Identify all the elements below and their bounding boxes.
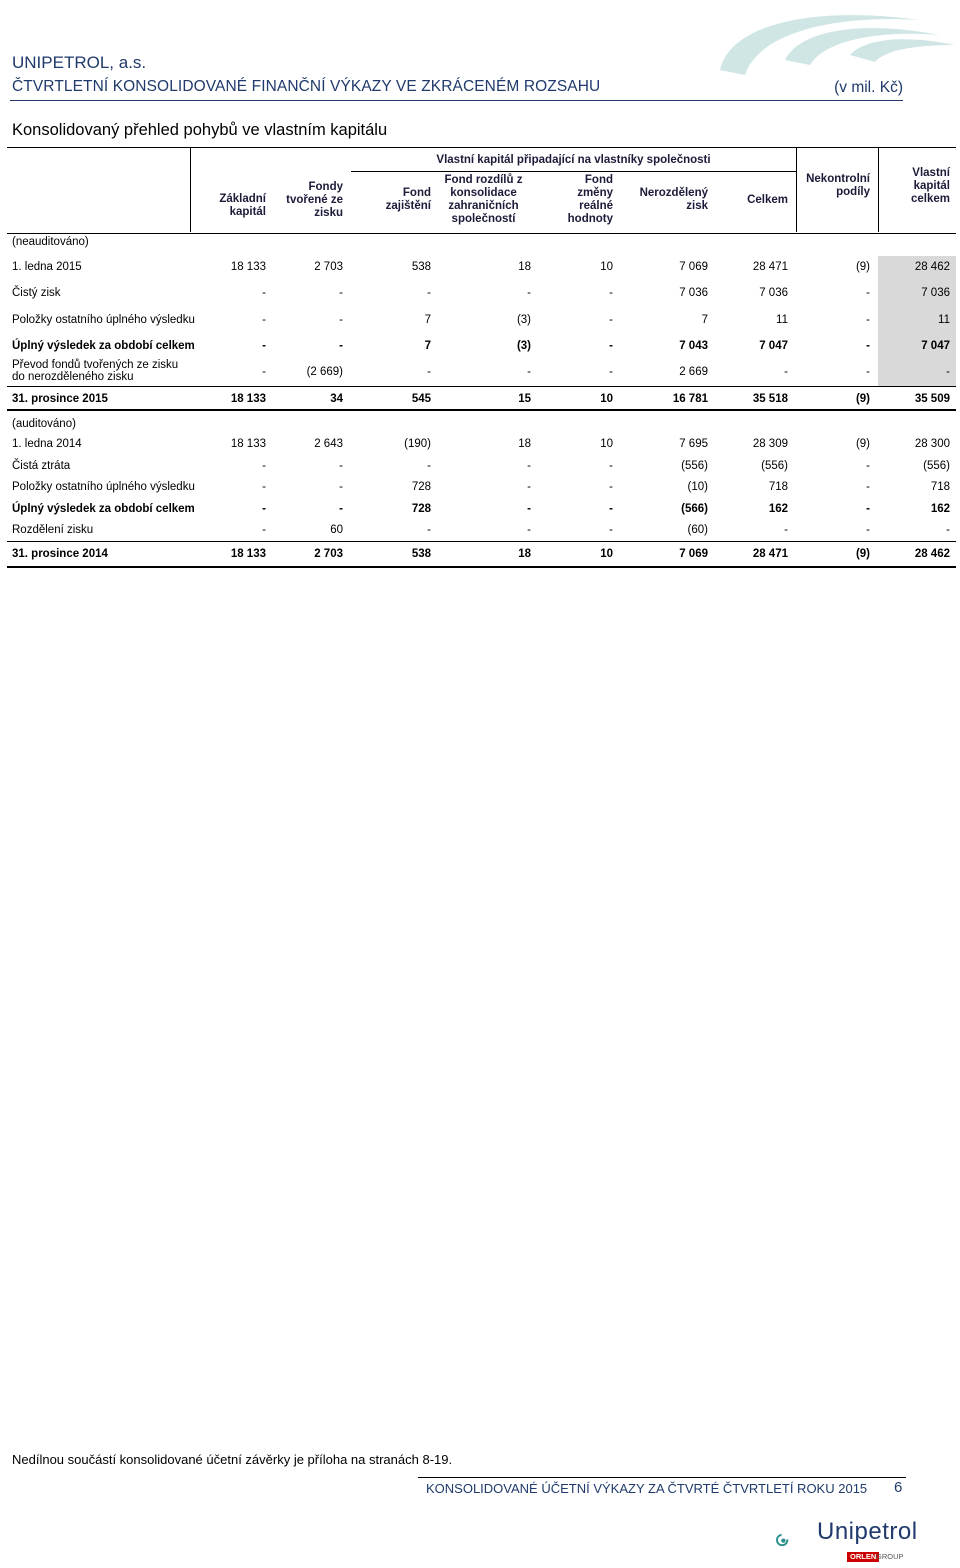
table-cell: 18 xyxy=(518,438,531,450)
column-header-line: reálné xyxy=(579,200,613,212)
column-header-line: změny xyxy=(577,187,613,199)
table-cell: 545 xyxy=(411,393,431,405)
table-cell: - xyxy=(527,481,531,493)
table-row xyxy=(0,481,960,497)
table-cell: 538 xyxy=(411,261,431,273)
table-cell: 28 309 xyxy=(752,438,788,450)
table-cell: - xyxy=(339,287,343,299)
row-label: Položky ostatního úplného výsledku xyxy=(12,481,195,493)
column-header xyxy=(196,193,266,219)
row-label: 1. ledna 2015 xyxy=(12,261,82,273)
table-cell: - xyxy=(866,524,870,536)
column-header-line: Fondy xyxy=(308,180,343,193)
table-cell: (9) xyxy=(855,548,870,560)
row-label: Položky ostatního úplného výsledku xyxy=(12,314,195,326)
table-rule xyxy=(7,541,956,542)
table-row xyxy=(0,524,960,540)
table-cell: - xyxy=(866,340,870,352)
table-cell: 18 xyxy=(518,548,531,560)
table-cell: 7 xyxy=(424,314,431,326)
table-cell: 7 069 xyxy=(679,261,708,273)
table-cell: 7 043 xyxy=(679,340,708,352)
row-label: Úplný výsledek za období celkem xyxy=(12,503,195,515)
table-row xyxy=(0,314,960,330)
row-label: 1. ledna 2014 xyxy=(12,438,82,450)
table-cell: 28 462 xyxy=(914,261,950,273)
table-row xyxy=(0,548,960,564)
logo-text: Unipetrol xyxy=(817,1518,918,1545)
audited-label: (auditováno) xyxy=(12,418,76,430)
table-cell: (9) xyxy=(855,261,870,273)
column-header xyxy=(356,187,431,213)
unit-label: (v mil. Kč) xyxy=(834,79,903,96)
row-label: 31. prosince 2015 xyxy=(12,393,108,405)
row-label: Čistý zisk xyxy=(12,287,61,299)
table-cell: (556) xyxy=(681,460,708,472)
table-cell: 7 047 xyxy=(921,340,950,352)
table-cell: - xyxy=(339,481,343,493)
table-cell: - xyxy=(262,366,266,378)
column-header xyxy=(436,174,531,226)
table-cell: 7 069 xyxy=(679,548,708,560)
table-cell: 2 703 xyxy=(314,548,343,560)
table-cell: 7 036 xyxy=(679,287,708,299)
column-header-line: tvořené ze xyxy=(286,193,343,206)
table-cell: - xyxy=(527,460,531,472)
table-cell: 7 047 xyxy=(759,340,788,352)
table-rule xyxy=(7,409,956,411)
table-cell: 18 133 xyxy=(230,261,266,273)
column-header-line: Fond xyxy=(584,174,613,186)
table-cell: (3) xyxy=(516,340,531,352)
table-cell: - xyxy=(609,314,613,326)
table-cell: 28 471 xyxy=(752,548,788,560)
table-cell: 718 xyxy=(768,481,788,493)
column-header xyxy=(796,173,870,199)
table-cell: 728 xyxy=(411,481,431,493)
table-cell: 18 xyxy=(518,261,531,273)
column-header-line: hodnoty xyxy=(567,213,613,225)
table-cell: 2 669 xyxy=(679,366,708,378)
table-cell: 28 462 xyxy=(914,548,950,560)
table-cell: 7 036 xyxy=(759,287,788,299)
table-cell: - xyxy=(262,524,266,536)
column-header-line: Nekontrolní xyxy=(806,173,870,185)
orlen-badge: ORLEN xyxy=(847,1552,879,1562)
company-name: UNIPETROL, a.s. xyxy=(12,53,147,72)
table-row xyxy=(0,340,960,356)
column-header xyxy=(880,167,950,206)
table-cell: - xyxy=(866,314,870,326)
table-cell: 34 xyxy=(330,393,343,405)
table-row xyxy=(0,438,960,454)
table-cell: 162 xyxy=(930,503,950,515)
table-cell: 35 509 xyxy=(914,393,950,405)
table-cell: - xyxy=(609,503,613,515)
table-cell: - xyxy=(339,460,343,472)
table-cell: 162 xyxy=(768,503,788,515)
table-cell: 28 471 xyxy=(752,261,788,273)
table-cell: - xyxy=(527,366,531,378)
table-cell: 60 xyxy=(330,524,343,536)
table-cell: - xyxy=(262,503,266,515)
column-header xyxy=(716,194,788,207)
column-header-line: zisk xyxy=(686,200,708,212)
table-cell: - xyxy=(427,287,431,299)
table-cell: (9) xyxy=(855,438,870,450)
table-cell: - xyxy=(866,481,870,493)
column-header-line: Vlastní xyxy=(912,166,950,179)
table-cell: - xyxy=(609,524,613,536)
table-cell: 11 xyxy=(938,314,950,326)
column-header xyxy=(278,181,343,220)
footer-rule xyxy=(418,1477,906,1478)
table-cell: - xyxy=(946,366,950,378)
table-cell: (190) xyxy=(404,438,431,450)
table-cell: (9) xyxy=(855,393,870,405)
table-cell: 10 xyxy=(600,261,613,273)
column-header-line: zajištění xyxy=(385,200,431,212)
table-cell: - xyxy=(609,366,613,378)
column-header-line: konsolidace xyxy=(450,187,517,199)
table-cell: 2 643 xyxy=(314,438,343,450)
unaudited-label: (neauditováno) xyxy=(12,236,89,248)
table-rule xyxy=(7,566,956,568)
table-cell: (556) xyxy=(761,460,788,472)
header-separator xyxy=(190,148,191,232)
table-cell: - xyxy=(609,460,613,472)
table-cell: 7 xyxy=(424,340,431,352)
table-cell: 35 518 xyxy=(752,393,788,405)
table-cell: 10 xyxy=(600,438,613,450)
table-row xyxy=(0,460,960,476)
column-header-line: společností xyxy=(451,213,516,225)
group-label: GROUP xyxy=(876,1552,904,1561)
group-header: Vlastní kapitál připadající na vlastníky společnosti xyxy=(436,154,711,166)
table-cell: - xyxy=(427,524,431,536)
table-cell: 10 xyxy=(600,393,613,405)
column-header-line: zahraničních xyxy=(448,200,519,212)
column-header xyxy=(620,187,708,213)
header-separator xyxy=(878,148,879,232)
table-row xyxy=(0,261,960,277)
column-header-line: kapitál xyxy=(913,179,950,192)
table-cell: (2 669) xyxy=(306,366,343,378)
table-row xyxy=(0,287,960,303)
table-cell: - xyxy=(527,524,531,536)
table-cell: 28 300 xyxy=(914,438,950,450)
row-label: Rozdělení zisku xyxy=(12,524,94,536)
table-cell: 18 133 xyxy=(230,548,266,560)
table-cell: 10 xyxy=(600,548,613,560)
table-cell: 15 xyxy=(518,393,531,405)
table-cell: - xyxy=(262,314,266,326)
table-cell: 18 133 xyxy=(230,393,266,405)
table-cell: - xyxy=(427,460,431,472)
table-cell: - xyxy=(609,340,613,352)
table-row xyxy=(0,393,960,409)
table-cell: - xyxy=(946,524,950,536)
table-cell: - xyxy=(339,340,343,352)
row-label: Úplný výsledek za období celkem xyxy=(12,340,195,352)
table-row xyxy=(0,359,960,383)
table-rule xyxy=(7,386,956,387)
table-cell: - xyxy=(866,503,870,515)
table-cell: 718 xyxy=(930,481,950,493)
table-cell: (10) xyxy=(687,481,708,493)
table-cell: - xyxy=(527,287,531,299)
table-cell: 2 703 xyxy=(314,261,343,273)
section-title: Konsolidovaný přehled pohybů ve vlastním kapitálu xyxy=(12,121,388,139)
table-cell: - xyxy=(866,366,870,378)
table-cell: (3) xyxy=(516,314,531,326)
table-cell: - xyxy=(339,314,343,326)
row-label: 31. prosince 2014 xyxy=(12,548,108,560)
table-cell: 538 xyxy=(411,548,431,560)
column-header xyxy=(540,174,613,226)
table-cell: 16 781 xyxy=(672,393,708,405)
column-header-line: Základní xyxy=(219,193,266,205)
table-cell: 728 xyxy=(411,503,431,515)
table-cell: - xyxy=(609,287,613,299)
table-cell: - xyxy=(784,366,788,378)
footnote: Nedílnou součástí konsolidované účetní závěrky je příloha na stranách 8-19. xyxy=(12,1452,453,1467)
table-cell: - xyxy=(784,524,788,536)
column-header-line: Nerozdělený xyxy=(639,187,708,199)
unipetrol-logo-icon xyxy=(776,1516,816,1564)
footer-text: KONSOLIDOVANÉ ÚČETNÍ VÝKAZY ZA ČTVRTÉ ČTVRTLETÍ ROKU 2015 xyxy=(426,1481,868,1496)
document-title: ČTVRTLETNÍ KONSOLIDOVANÉ FINANČNÍ VÝKAZY VE ZKRÁCENÉM ROZSAHU xyxy=(12,78,601,95)
column-header-line: Fond rozdílů z xyxy=(444,174,523,186)
table-cell: - xyxy=(609,481,613,493)
page-number: 6 xyxy=(894,1479,903,1496)
table-cell: - xyxy=(262,481,266,493)
table-cell: - xyxy=(339,503,343,515)
table-cell: (60) xyxy=(687,524,708,536)
column-header-line: zisku xyxy=(314,206,343,219)
table-cell: 7 695 xyxy=(679,438,708,450)
table-cell: 7 xyxy=(701,314,708,326)
table-cell: (566) xyxy=(681,503,708,515)
column-header-line: celkem xyxy=(910,192,950,205)
table-cell: 11 xyxy=(776,314,788,326)
table-cell: - xyxy=(427,366,431,378)
table-cell: - xyxy=(262,287,266,299)
table-cell: - xyxy=(866,287,870,299)
table-cell: (556) xyxy=(923,460,950,472)
table-cell: - xyxy=(527,503,531,515)
column-header-line: podíly xyxy=(836,186,870,198)
table-cell: 18 133 xyxy=(230,438,266,450)
row-label: Převod fondů tvořených ze zisku do nerozděleného zisku xyxy=(12,359,179,383)
table-cell: 7 036 xyxy=(921,287,950,299)
swoosh-decoration xyxy=(690,0,960,100)
column-header-line: kapitál xyxy=(229,206,266,218)
table-row xyxy=(0,503,960,519)
table-cell: - xyxy=(866,460,870,472)
column-header-line: Celkem xyxy=(747,193,788,206)
row-label: Čistá ztráta xyxy=(12,460,71,472)
title-rule xyxy=(10,100,903,101)
column-header-line: Fond xyxy=(402,187,431,199)
group-header-rule xyxy=(351,171,796,172)
table-cell: - xyxy=(262,460,266,472)
table-cell: - xyxy=(262,340,266,352)
